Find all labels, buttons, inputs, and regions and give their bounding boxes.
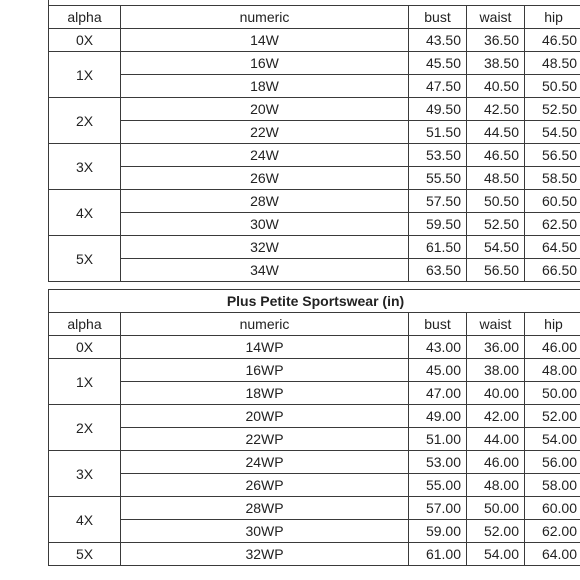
header-alpha: alpha xyxy=(49,313,121,336)
alpha-size-cell: 1X xyxy=(49,52,121,98)
bust-cell: 57.00 xyxy=(409,497,467,520)
bust-cell: 59.00 xyxy=(409,520,467,543)
table-row xyxy=(49,29,580,52)
bust-cell: 55.00 xyxy=(409,474,467,497)
table-row xyxy=(49,144,580,167)
header-waist: waist xyxy=(467,313,525,336)
bust-cell: 55.50 xyxy=(409,167,467,190)
hip-cell: 62.50 xyxy=(525,213,580,236)
waist-cell: 38.50 xyxy=(467,52,525,75)
waist-cell: 46.00 xyxy=(467,451,525,474)
numeric-size-cell: 30W xyxy=(121,213,409,236)
hip-cell: 62.00 xyxy=(525,520,580,543)
header-alpha: alpha xyxy=(49,6,121,29)
bust-cell: 47.50 xyxy=(409,75,467,98)
hip-cell: 52.00 xyxy=(525,405,580,428)
hip-cell: 54.50 xyxy=(525,121,580,144)
hip-cell: 50.00 xyxy=(525,382,580,405)
bust-cell: 61.00 xyxy=(409,543,467,566)
bust-cell: 57.50 xyxy=(409,190,467,213)
numeric-size-cell: 26W xyxy=(121,167,409,190)
table-row xyxy=(49,190,580,213)
column-header-row xyxy=(49,6,580,29)
table-row xyxy=(49,52,580,75)
alpha-size-cell: 5X xyxy=(49,236,121,282)
hip-cell: 52.50 xyxy=(525,98,580,121)
numeric-size-cell: 18W xyxy=(121,75,409,98)
numeric-size-cell: 28WP xyxy=(121,497,409,520)
plus-size-table xyxy=(48,0,580,282)
hip-cell: 64.50 xyxy=(525,236,580,259)
header-bust: bust xyxy=(409,313,467,336)
table-row xyxy=(49,382,580,405)
numeric-size-cell: 22WP xyxy=(121,428,409,451)
waist-cell: 54.00 xyxy=(467,543,525,566)
table-row xyxy=(49,259,580,282)
waist-cell: 50.50 xyxy=(467,190,525,213)
numeric-size-cell: 14WP xyxy=(121,336,409,359)
bust-cell: 53.50 xyxy=(409,144,467,167)
waist-cell: 46.50 xyxy=(467,144,525,167)
column-header-row xyxy=(49,313,580,336)
numeric-size-cell: 20W xyxy=(121,98,409,121)
alpha-size-cell: 2X xyxy=(49,405,121,451)
table-row xyxy=(49,520,580,543)
numeric-size-cell: 26WP xyxy=(121,474,409,497)
table-row xyxy=(49,451,580,474)
bust-cell: 59.50 xyxy=(409,213,467,236)
numeric-size-cell: 24WP xyxy=(121,451,409,474)
waist-cell: 48.00 xyxy=(467,474,525,497)
plus-petite-rows xyxy=(49,336,580,566)
bust-cell: 47.00 xyxy=(409,382,467,405)
numeric-size-cell: 28W xyxy=(121,190,409,213)
alpha-size-cell: 4X xyxy=(49,497,121,543)
waist-cell: 40.00 xyxy=(467,382,525,405)
table-row xyxy=(49,121,580,144)
alpha-size-cell: 2X xyxy=(49,98,121,144)
plus-petite-table xyxy=(48,289,580,566)
table-row xyxy=(49,336,580,359)
alpha-size-cell: 5X xyxy=(49,543,121,566)
waist-cell: 38.00 xyxy=(467,359,525,382)
waist-cell: 52.00 xyxy=(467,520,525,543)
hip-cell: 50.50 xyxy=(525,75,580,98)
section-title-row xyxy=(49,290,580,313)
table-row xyxy=(49,497,580,520)
header-numeric: numeric xyxy=(121,313,409,336)
bust-cell: 61.50 xyxy=(409,236,467,259)
bust-cell: 51.00 xyxy=(409,428,467,451)
header-bust: bust xyxy=(409,6,467,29)
alpha-size-cell: 3X xyxy=(49,144,121,190)
table-row xyxy=(49,359,580,382)
header-hip: hip xyxy=(525,6,580,29)
table-row xyxy=(49,474,580,497)
waist-cell: 42.50 xyxy=(467,98,525,121)
bust-cell: 45.00 xyxy=(409,359,467,382)
numeric-size-cell: 14W xyxy=(121,29,409,52)
hip-cell: 48.50 xyxy=(525,52,580,75)
table-row xyxy=(49,98,580,121)
hip-cell: 58.50 xyxy=(525,167,580,190)
numeric-size-cell: 20WP xyxy=(121,405,409,428)
bust-cell: 53.00 xyxy=(409,451,467,474)
waist-cell: 50.00 xyxy=(467,497,525,520)
numeric-size-cell: 22W xyxy=(121,121,409,144)
hip-cell: 56.50 xyxy=(525,144,580,167)
alpha-size-cell: 1X xyxy=(49,359,121,405)
plus-size-rows xyxy=(49,29,580,282)
hip-cell: 60.50 xyxy=(525,190,580,213)
bust-cell: 63.50 xyxy=(409,259,467,282)
alpha-size-cell: 4X xyxy=(49,190,121,236)
section-title: Plus Petite Sportswear (in) xyxy=(49,290,580,313)
bust-cell: 51.50 xyxy=(409,121,467,144)
waist-cell: 52.50 xyxy=(467,213,525,236)
waist-cell: 54.50 xyxy=(467,236,525,259)
header-hip: hip xyxy=(525,313,580,336)
table-row xyxy=(49,167,580,190)
bust-cell: 49.50 xyxy=(409,98,467,121)
waist-cell: 44.50 xyxy=(467,121,525,144)
waist-cell: 48.50 xyxy=(467,167,525,190)
waist-cell: 36.50 xyxy=(467,29,525,52)
numeric-size-cell: 18WP xyxy=(121,382,409,405)
hip-cell: 66.50 xyxy=(525,259,580,282)
numeric-size-cell: 16WP xyxy=(121,359,409,382)
waist-cell: 44.00 xyxy=(467,428,525,451)
header-waist: waist xyxy=(467,6,525,29)
hip-cell: 46.50 xyxy=(525,29,580,52)
hip-cell: 56.00 xyxy=(525,451,580,474)
bust-cell: 43.50 xyxy=(409,29,467,52)
table-row xyxy=(49,428,580,451)
numeric-size-cell: 30WP xyxy=(121,520,409,543)
hip-cell: 58.00 xyxy=(525,474,580,497)
bust-cell: 49.00 xyxy=(409,405,467,428)
alpha-size-cell: 0X xyxy=(49,29,121,52)
hip-cell: 60.00 xyxy=(525,497,580,520)
alpha-size-cell: 0X xyxy=(49,336,121,359)
numeric-size-cell: 24W xyxy=(121,144,409,167)
numeric-size-cell: 32W xyxy=(121,236,409,259)
hip-cell: 48.00 xyxy=(525,359,580,382)
waist-cell: 42.00 xyxy=(467,405,525,428)
numeric-size-cell: 32WP xyxy=(121,543,409,566)
waist-cell: 36.00 xyxy=(467,336,525,359)
table-row xyxy=(49,213,580,236)
hip-cell: 54.00 xyxy=(525,428,580,451)
numeric-size-cell: 16W xyxy=(121,52,409,75)
bust-cell: 43.00 xyxy=(409,336,467,359)
waist-cell: 56.50 xyxy=(467,259,525,282)
table-row xyxy=(49,543,580,566)
bust-cell: 45.50 xyxy=(409,52,467,75)
numeric-size-cell: 34W xyxy=(121,259,409,282)
alpha-size-cell: 3X xyxy=(49,451,121,497)
waist-cell: 40.50 xyxy=(467,75,525,98)
table-row xyxy=(49,236,580,259)
table-row xyxy=(49,405,580,428)
hip-cell: 64.00 xyxy=(525,543,580,566)
header-numeric: numeric xyxy=(121,6,409,29)
hip-cell: 46.00 xyxy=(525,336,580,359)
table-row xyxy=(49,75,580,98)
